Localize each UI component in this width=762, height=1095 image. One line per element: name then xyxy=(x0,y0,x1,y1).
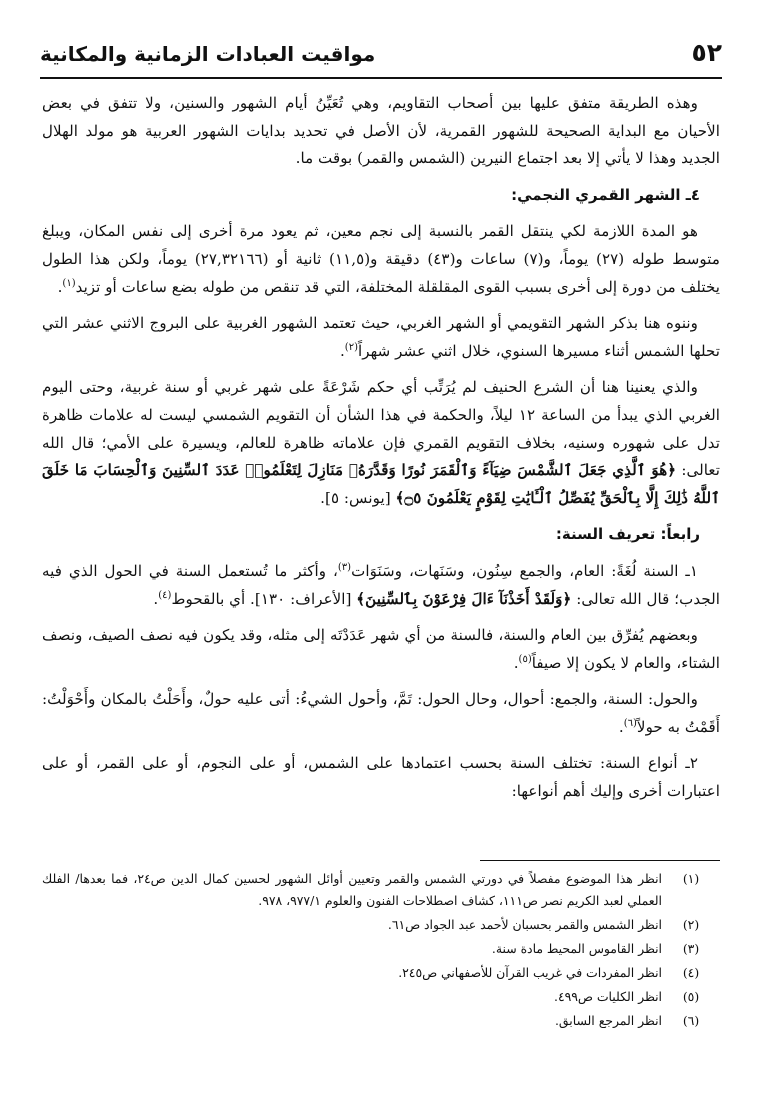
main-text xyxy=(42,90,720,815)
footnote-rule xyxy=(480,860,720,861)
footnote-item xyxy=(42,962,720,984)
footnote-ref[interactable]: (٤) xyxy=(158,589,172,601)
footnote-text: انظر المفردات في غريب القرآن للأصفهاني ص٢٤٥. xyxy=(398,965,662,980)
paragraph-sidereal-definition: هو المدة اللازمة لكي ينتقل القمر بالنسبة إلى نجم معين، ثم يعود مرة أخرى إلى نفس المكان، ويبلغ متوسط طوله (٢٧) يوماً، و(٧) ساعات و(٤٣) دقيقة و(١١,٥) ثانية أو (٢٧,٣٢١٦٦) يوماً، ولكن هذا الطول يختلف من دورة إلى أخرى بسبب القوى المقلقلة المختلفة، التي قد تنقص من طوله بضع ساعات أو تزيد$^{(١)}$. xyxy=(42,222,720,296)
footnote-item xyxy=(42,914,720,936)
paragraph-hawl: والحول: السنة، والجمع: أحوال، وحال الحول: تَمَّ، وأحول الشيءُ: أتى عليه حولٌ، وأَحَلْتُ بالمكان وأَحْوَلْتُ: أَقَمْتُ به حولاً$^{(٦)}$. xyxy=(42,690,720,736)
footnote-number: (١) xyxy=(682,871,700,886)
paragraph-calendar-month: وننوه هنا بذكر الشهر التقويمي أو الشهر الغربي، حيث تعتمد الشهور الغربية على البروج الاثني عشر التي تحلها الشمس أثناء مسيرها السنوي، خلال اثني عشر شهراً$^{(٢)}$. xyxy=(42,314,720,360)
quran-verse: ﴿هُوَ ٱلَّذِي جَعَلَ ٱلشَّمْسَ ضِيَآءً وَٱلْقَمَرَ نُورًا وَقَدَّرَهُۥ مَنَازِلَ لِتَعْلَمُوا۟ عَدَدَ ٱلسِّنِينَ وَٱلْحِسَابَ مَا خَلَقَ ٱللَّهُ ذَٰلِكَ إِلَّا بِٱلْحَقِّ يُفَصِّلُ ٱلْـَٔايَٰتِ لِقَوْمٍ يَعْلَمُونَ ۝٥﴾ xyxy=(42,461,720,507)
verse-citation: [يونس: ٥]. xyxy=(320,488,391,507)
footnote-number: (٢) xyxy=(682,917,700,932)
footnote-number: (٣) xyxy=(682,941,700,956)
footnote-item xyxy=(42,868,720,912)
paragraph-year-vs-aam: وبعضهم يُفرِّق بين العام والسنة، فالسنة من أي شهر عَدَدْتَه إلى مثله، وقد يكون فيه نصف الصيف، ونصف الشتاء، والعام لا يكون إلا صيفاً$^{(٥)}$. xyxy=(42,626,720,672)
running-title: مواقيت العبادات الزمانية والمكانية xyxy=(40,42,376,66)
footnote-item xyxy=(42,1010,720,1032)
footnote-ref[interactable]: (٦) xyxy=(623,717,637,729)
header-rule xyxy=(40,77,722,79)
footnotes xyxy=(42,868,720,1034)
footnote-text: انظر الكليات ص٤٩٩. xyxy=(553,989,662,1004)
paragraph-sharia: والذي يعنينا هنا أن الشرع الحنيف لم يُرَتِّب أي حكم شَرْعَةً على شهر غربي أو سنة غربية، وحتى اليوم الغربي الذي يبدأ من الساعة ١٢ ليلاً، والحكمة في هذا الشأن أن التقويم الشمسي ليست له علامات ظاهرة تدل على شهوره وسنيه، بخلاف التقويم القمري فإن علاماته ظاهرة للعالم، ويسيرة على الأمي؛ قال الله تعالى: ﴿هُوَ ٱلَّذِي جَعَلَ ٱلشَّمْسَ ضِيَآءً وَٱلْقَمَرَ نُورًا وَقَدَّرَهُۥ مَنَازِلَ لِتَعْلَمُوا۟ عَدَدَ ٱلسِّنِينَ وَٱلْحِسَابَ مَا خَلَقَ ٱللَّهُ ذَٰلِكَ إِلَّا بِٱلْحَقِّ يُفَصِّلُ ٱلْـَٔايَٰتِ لِقَوْمٍ يَعْلَمُونَ ۝٥﴾ [يونس: ٥]. xyxy=(42,378,720,507)
footnote-number: (٤) xyxy=(682,965,700,980)
paragraph-year-linguistic: ١ـ السنة لُغَةً: العام، والجمع سِنُون، وسَنَهات، وسَنَوَات$^{(٣)}$، وأكثر ما تُستعمل السنة في الحول الذي فيه الجدب؛ قال الله تعالى: ﴿وَلَقَدْ أَخَذْنَآ ءَالَ فِرْعَوْنَ بِٱلسِّنِينَ﴾ [الأعراف: ١٣٠]. أي بالقحوط$^{(٤)}$. xyxy=(42,561,720,608)
footnote-item xyxy=(42,938,720,960)
footnote-text: انظر هذا الموضوع مفصلاً في دورتي الشمس والقمر وتعيين أوائل الشهور لحسين كمال الدين ص٢٤، فما بعدها/ الفلك العملي لعبد الكريم نصر ص١١١، كشاف اصطلاحات الفنون والعلوم ٩٧٧/١، ٩٧٨. xyxy=(42,871,662,908)
page-number: ٥٢ xyxy=(691,38,722,67)
quran-verse: ﴿وَلَقَدْ أَخَذْنَآ ءَالَ فِرْعَوْنَ بِٱلسِّنِينَ﴾ xyxy=(356,589,572,608)
section-heading-year: رابعاً: تعريف السنة: xyxy=(555,525,700,544)
paragraph-year-types: ٢ـ أنواع السنة: تختلف السنة بحسب اعتمادها على الشمس، أو على النجوم، أو على القمر، أو على اعتبارات أخرى وإليك أهم أنواعها: xyxy=(42,754,720,801)
verse-citation: [الأعراف: ١٣٠]. أي بالقحوط xyxy=(171,589,352,608)
footnote-ref[interactable]: (٥) xyxy=(518,653,532,665)
page-header xyxy=(40,38,722,74)
footnote-text: انظر الشمس والقمر بحسبان لأحمد عبد الجواد ص٦١. xyxy=(387,917,662,932)
footnote-text: انظر المرجع السابق. xyxy=(554,1013,662,1028)
section-heading-sidereal-month: ٤ـ الشهر القمري النجمي: xyxy=(511,185,700,204)
footnote-number: (٦) xyxy=(682,1013,700,1028)
footnote-ref[interactable]: (٣) xyxy=(337,561,352,573)
footnote-ref[interactable]: (٢) xyxy=(344,341,358,353)
footnote-number: (٥) xyxy=(682,989,700,1004)
paragraph-intro: وهذه الطريقة متفق عليها بين أصحاب التقاويم، وهي تُعَيِّنُ أيام الشهور والسنين، ولا تتفق في بعض الأحيان مع البداية الصحيحة للشهور القمرية، لأن الأصل في تحديد بدايات الشهور العربية هو مولد الهلال الجديد وهذا لا يأتي إلا بعد اجتماع النيرين (الشمس والقمر) بوقت ما. xyxy=(42,94,720,168)
footnote-item xyxy=(42,986,720,1008)
footnote-ref[interactable]: (١) xyxy=(62,277,76,289)
footnote-text: انظر القاموس المحيط مادة سنة. xyxy=(491,941,662,956)
